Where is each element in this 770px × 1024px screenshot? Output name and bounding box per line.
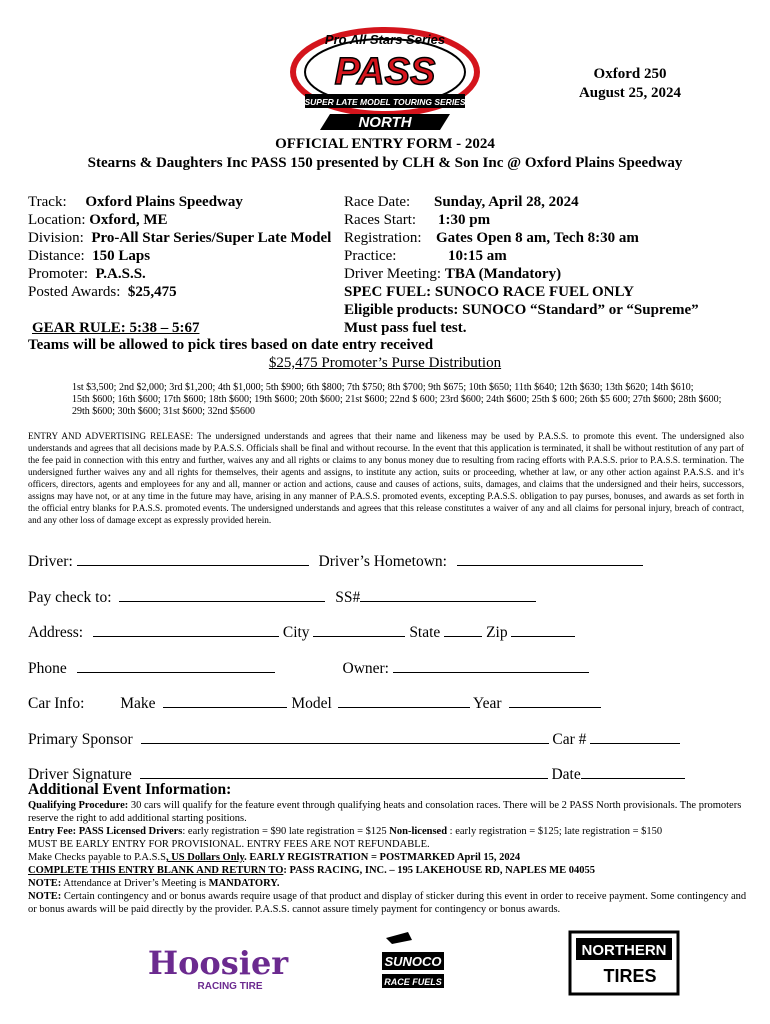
sponsor-label: Primary Sponsor	[28, 731, 133, 748]
owner-input[interactable]	[393, 658, 589, 673]
note-meeting	[28, 877, 748, 890]
hoosier-sub-text: RACING TIRE	[197, 981, 263, 992]
logo-main-text: PASS	[334, 51, 436, 93]
detail-division	[28, 230, 331, 247]
qualifying-procedure	[28, 799, 748, 825]
detail-registration	[344, 230, 639, 247]
sunoco-logo	[378, 930, 448, 992]
detail-value: Sunday, April 28, 2024	[434, 194, 579, 210]
logo-top-text: Pro All Stars Series	[324, 32, 446, 47]
qualifying-text: 30 cars will qualify for the feature event through qualifying heats and consolation races. There will be 2 PASS North provisionals. The promoters reserve the right to add additional starting positions.	[28, 800, 742, 824]
non-licensed-label: Non-licensed	[389, 826, 448, 837]
ss-input[interactable]	[360, 587, 536, 602]
tire-note: Teams will be allowed to pick tires based on date entry received	[28, 337, 434, 353]
early-registration: . EARLY REGISTRATION = POSTMARKED April 15, 2024	[244, 852, 521, 863]
address-input[interactable]	[93, 622, 279, 637]
mandatory-text: MANDATORY.	[208, 878, 280, 889]
form-title: OFFICIAL ENTRY FORM - 2024	[275, 136, 495, 152]
detail-value: P.A.S.S.	[95, 266, 146, 282]
make-input[interactable]	[163, 693, 287, 708]
address-row	[28, 622, 575, 642]
signature-input[interactable]	[140, 764, 548, 779]
form-subtitle: Stearns & Daughters Inc PASS 150 presented by CLH & Son Inc @ Oxford Plains Speedway	[87, 155, 683, 171]
pass-north-logo	[285, 22, 490, 132]
hometown-label: Driver’s Hometown:	[318, 553, 447, 570]
checks-text: Make Checks payable to P.A.S.S	[28, 852, 166, 863]
eligible-fuel: Eligible products: SUNOCO “Standard” or “Supreme”	[344, 302, 699, 318]
make-label: Make	[120, 695, 156, 712]
detail-label: Promoter:	[28, 266, 88, 282]
entry-fee-note: MUST BE EARLY ENTRY FOR PROVISIONAL. ENTRY FEES ARE NOT REFUNDABLE.	[28, 839, 430, 850]
fuel-test: Must pass fuel test.	[344, 320, 467, 336]
qualifying-label: Qualifying Procedure:	[28, 800, 129, 811]
detail-label: Posted Awards:	[28, 284, 121, 300]
detail-value: Oxford, ME	[89, 212, 168, 228]
additional-heading: Additional Event Information:	[28, 781, 232, 798]
entry-release-text: ENTRY AND ADVERTISING RELEASE: The undersigned understands and agrees that their name and likeness may be used by P.A.S.S. to promote this event. The undersigned also understands and agrees that all decisions made by P.A.S.S. Officials shall be final and without recourse. In the event that this application is terminated, it shall be without restitution of any part of the fee paid in connection with this entry and further, waives any and all rights or claims to any bonus money due to resulting from racing efforts with P.A.S.S. prior to P.A.S.S. termination. The undersigned further waives any and all rights for themselves, their agents and assigns, to institute any action, suits or proceeding, whether at law, or any other action against P.A.S.S. and it’s officers, directors, agents and employees for any and all, manner or action and actions, cause and causes of actions, suits, damages, and claims that the undersigned and their heirs, successors, assigns may have not, or at any time in the future may have, arising in any manner of P.A.S.S. promoted events, excepting P.A.S.S. obligation to pay purses, bonuses, and awards as set forth in the official entry blanks for P.A.S.S. promoted events. The undersigned understands and agrees that this release constitutes a waiver of any and all claims for personal injury, breach of contract, and any other loss of damage except as expressly provided herein.	[28, 431, 744, 525]
city-input[interactable]	[313, 622, 405, 637]
paycheck-input[interactable]	[119, 587, 325, 602]
detail-value: 10:15 am	[448, 248, 507, 264]
state-label: State	[409, 624, 441, 641]
driver-input[interactable]	[77, 551, 309, 566]
event-name: Oxford 250	[593, 66, 667, 82]
model-input[interactable]	[338, 693, 470, 708]
note-contingency-text: Certain contingency and or bonus awards require usage of that product and display of sticker during this event in order to receive payment. Some contingency and or bonus awards will be paid directly by the provider. P.A.S.S. cannot assure timely payment for contingency or bonus awards.	[28, 891, 747, 915]
hoosier-logo	[138, 944, 298, 994]
logo-bottom-text: NORTH	[358, 114, 412, 131]
sunoco-text: SUNOCO	[384, 954, 442, 969]
detail-label: Driver Meeting:	[344, 266, 442, 282]
detail-track	[28, 194, 243, 211]
driver-row	[28, 551, 643, 571]
entry-fee-text: : early registration = $90 late registration = $125	[182, 826, 390, 837]
detail-label: Races Start:	[344, 212, 417, 228]
zip-label: Zip	[486, 624, 508, 641]
phone-input[interactable]	[77, 658, 275, 673]
detail-value: $25,475	[127, 284, 177, 300]
purse-title: $25,475 Promoter’s Purse Distribution	[268, 355, 502, 371]
detail-location	[28, 212, 168, 229]
car-number-label: Car #	[552, 731, 587, 748]
logo-banner-text: SUPER LATE MODEL TOURING SERIES	[304, 97, 466, 107]
return-address	[28, 864, 748, 877]
note-meeting-text: Attendance at Driver’s Meeting is	[61, 878, 209, 889]
driver-label: Driver:	[28, 553, 73, 570]
detail-race-date	[344, 194, 579, 211]
northern-sub-text: TIRES	[603, 966, 657, 986]
year-label: Year	[472, 695, 502, 712]
detail-label: Race Date:	[344, 194, 411, 210]
us-dollars: , US Dollars Only	[165, 852, 245, 863]
detail-label: Track:	[28, 194, 67, 210]
detail-label: Practice:	[344, 248, 397, 264]
entry-fee-label: Entry Fee: PASS Licensed Drivers	[28, 826, 183, 837]
entry-fee	[28, 825, 748, 838]
phone-row	[28, 658, 589, 678]
detail-value: 1:30 pm	[438, 212, 491, 228]
detail-promoter	[28, 266, 146, 283]
return-text: : PASS RACING, INC. – 195 LAKEHOUSE RD, NAPLES ME 04055	[283, 865, 596, 876]
detail-value: Gates Open 8 am, Tech 8:30 am	[436, 230, 639, 246]
owner-label: Owner:	[342, 660, 389, 677]
zip-input[interactable]	[511, 622, 575, 637]
additional-info	[28, 799, 748, 916]
event-date: August 25, 2024	[578, 85, 682, 101]
northern-text: NORTHERN	[581, 942, 667, 959]
sponsor-input[interactable]	[141, 729, 549, 744]
sponsor-row	[28, 729, 680, 749]
detail-posted-awards	[28, 284, 177, 301]
city-label: City	[282, 624, 310, 641]
detail-value: Pro-All Star Series/Super Late Model	[91, 230, 332, 246]
note-label: NOTE:	[28, 891, 62, 902]
detail-value: 150 Laps	[92, 248, 151, 264]
signature-label: Driver Signature	[28, 766, 132, 783]
detail-races-start	[344, 212, 490, 229]
detail-practice	[344, 248, 507, 265]
car-number-input[interactable]	[590, 729, 680, 744]
detail-label: Location:	[28, 212, 86, 228]
state-input[interactable]	[444, 622, 482, 637]
model-label: Model	[291, 695, 332, 712]
detail-value: TBA (Mandatory)	[444, 266, 562, 282]
spec-fuel: SPEC FUEL: SUNOCO RACE FUEL ONLY	[344, 284, 634, 300]
purse-distribution	[72, 382, 732, 418]
address-label: Address:	[28, 624, 84, 641]
checks-payable	[28, 851, 748, 864]
note-contingency	[28, 890, 748, 916]
car-info-row	[28, 693, 601, 713]
ss-label: SS#	[335, 589, 361, 606]
detail-label: Distance:	[28, 248, 85, 264]
note-label: NOTE:	[28, 878, 62, 889]
entry-fee-text-2: : early registration = $125; late registration = $150	[447, 826, 663, 837]
purse-line: 15th $600; 16th $600; 17th $600; 18th $600; 19th $600; 20th $600; 21st $600; 22nd $ 600; 23rd $600; 24th $600; 25th $ 600; 26th $5 600; 27th $600; 28th $600;	[72, 394, 722, 405]
detail-driver-meeting	[344, 266, 561, 283]
year-input[interactable]	[509, 693, 601, 708]
sunoco-sub-text: RACE FUELS	[384, 977, 442, 987]
detail-label: Division:	[28, 230, 84, 246]
phone-label: Phone	[28, 660, 67, 677]
return-label: COMPLETE THIS ENTRY BLANK AND RETURN TO	[28, 865, 284, 876]
paycheck-label: Pay check to:	[28, 589, 112, 606]
hometown-input[interactable]	[457, 551, 643, 566]
detail-value: Oxford Plains Speedway	[85, 194, 243, 210]
northern-tires-logo	[568, 930, 680, 996]
hoosier-text: Hoosier	[147, 944, 289, 982]
date-input[interactable]	[581, 764, 685, 779]
detail-label: Registration:	[344, 230, 422, 246]
car-info-label: Car Info:	[28, 695, 85, 712]
gear-rule: GEAR RULE: 5:38 – 5:67	[32, 320, 200, 336]
purse-line: 1st $3,500; 2nd $2,000; 3rd $1,200; 4th $1,000; 5th $900; 6th $800; 7th $750; 8th $700; 9th $675; 10th $650; 11th $640; 12th $630; 13th $620; 14th $610;	[72, 382, 694, 393]
event-info	[560, 65, 700, 103]
paycheck-row	[28, 587, 536, 607]
date-label: Date	[551, 766, 581, 783]
purse-line: 29th $600; 30th $600; 31st $600; 32nd $5600	[72, 406, 256, 417]
detail-distance	[28, 248, 150, 265]
